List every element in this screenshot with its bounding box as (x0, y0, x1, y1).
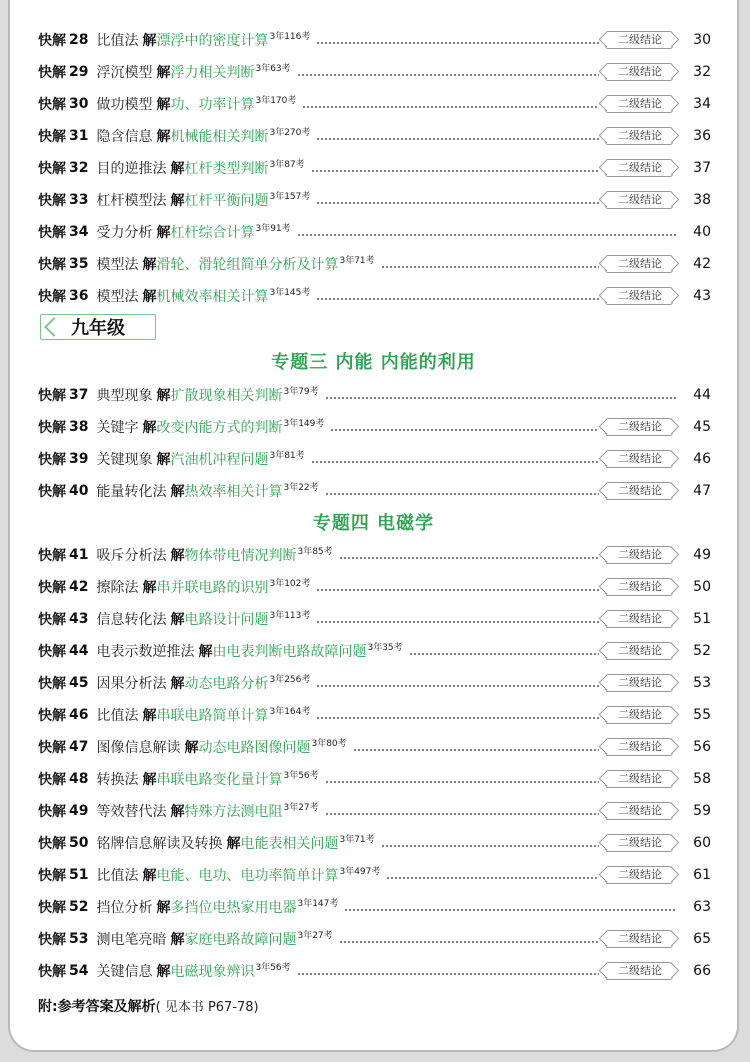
entry-number: 42 (69, 579, 89, 595)
entry-topic: 多挡位电热家用电器 (170, 900, 297, 916)
entry-exam-count: 3年80考 (311, 739, 347, 749)
toc-entry[interactable] (38, 895, 711, 919)
dot-leader (316, 138, 599, 140)
dot-leader (311, 170, 599, 172)
dot-leader (381, 266, 599, 268)
toc-entry[interactable] (38, 607, 711, 631)
entry-prefix: 快解 (38, 708, 66, 724)
entry-method: 模型法 (96, 257, 139, 273)
appendix-note: ( 见本书 P67-78) (155, 1000, 259, 1015)
secondary-conclusion-tag: 二级结论 (605, 95, 673, 113)
dot-leader (409, 653, 599, 655)
entry-number: 43 (69, 611, 89, 627)
entry-jie: 解 (156, 964, 171, 980)
entry-jie: 解 (170, 161, 185, 177)
entry-topic: 浮力相关判断 (170, 65, 255, 81)
entry-jie: 解 (170, 932, 185, 948)
entry-exam-count: 3年91考 (255, 224, 291, 234)
toc-entry[interactable] (38, 671, 711, 695)
dot-leader (339, 941, 599, 943)
entry-exam-count: 3年85考 (297, 547, 333, 557)
entry-exam-count: 3年79考 (283, 387, 319, 397)
entry-method: 转换法 (96, 772, 139, 788)
entry-prefix: 快解 (38, 868, 66, 884)
toc-entry[interactable] (38, 124, 711, 148)
secondary-conclusion-tag: 二级结论 (605, 578, 673, 596)
entry-exam-count: 3年102考 (269, 579, 311, 589)
dot-leader (316, 298, 599, 300)
entry-prefix: 快解 (38, 257, 66, 273)
entry-method: 模型法 (96, 289, 139, 305)
entry-number: 52 (69, 899, 89, 915)
secondary-conclusion-tag: 二级结论 (605, 255, 673, 273)
entry-number: 36 (69, 288, 89, 304)
dot-leader (381, 845, 599, 847)
entry-jie: 解 (170, 676, 185, 692)
entry-jie: 解 (170, 193, 185, 209)
entry-page-number: 46 (693, 451, 711, 467)
entry-jie: 解 (142, 580, 157, 596)
entry-exam-count: 3年63考 (255, 64, 291, 74)
entry-exam-count: 3年81考 (269, 451, 305, 461)
entry-prefix: 快解 (38, 804, 66, 820)
entry-page-number: 40 (693, 224, 711, 240)
entry-number: 48 (69, 771, 89, 787)
entry-page-number: 59 (693, 803, 711, 819)
entry-number: 51 (69, 867, 89, 883)
entry-page-number: 50 (693, 579, 711, 595)
dot-leader (316, 589, 599, 591)
dot-leader (325, 781, 599, 783)
entry-prefix: 快解 (38, 644, 66, 660)
entry-topic: 漂浮中的密度计算 (156, 33, 269, 49)
entry-prefix: 快解 (38, 548, 66, 564)
dot-leader (302, 106, 599, 108)
entry-method: 铭牌信息解读及转换 (96, 836, 223, 852)
secondary-conclusion-tag: 二级结论 (605, 191, 673, 209)
entry-exam-count: 3年497考 (339, 867, 381, 877)
entry-prefix: 快解 (38, 484, 66, 500)
dot-leader (316, 42, 599, 44)
entry-page-number: 58 (693, 771, 711, 787)
entry-prefix: 快解 (38, 676, 66, 692)
entry-topic: 电路设计问题 (184, 612, 269, 628)
toc-entry[interactable] (38, 799, 711, 823)
toc-entry[interactable] (38, 863, 711, 887)
entry-exam-count: 3年256考 (269, 675, 311, 685)
dot-leader (330, 429, 599, 431)
secondary-conclusion-tag: 二级结论 (605, 450, 673, 468)
entry-topic: 家庭电路故障问题 (184, 932, 297, 948)
entry-method: 信息转化法 (96, 612, 167, 628)
entry-method: 杠杆模型法 (96, 193, 167, 209)
entry-jie: 解 (142, 420, 157, 436)
entry-prefix: 快解 (38, 580, 66, 596)
entry-jie: 解 (198, 644, 213, 660)
toc-entry[interactable] (38, 252, 711, 276)
entry-method: 等效替代法 (96, 804, 167, 820)
entry-topic: 杠杆类型判断 (184, 161, 269, 177)
entry-exam-count: 3年157考 (269, 192, 311, 202)
entry-number: 45 (69, 675, 89, 691)
entry-exam-count: 3年56考 (283, 771, 319, 781)
entry-topic: 杠杆综合计算 (170, 225, 255, 241)
entry-page-number: 34 (693, 96, 711, 112)
entry-prefix: 快解 (38, 612, 66, 628)
secondary-conclusion-tag: 二级结论 (605, 866, 673, 884)
entry-method: 因果分析法 (96, 676, 167, 692)
entry-prefix: 快解 (38, 836, 66, 852)
section-title: 专题三 内能 内能的利用 (271, 352, 476, 373)
entry-method: 测电笔亮暗 (96, 932, 167, 948)
toc-entry[interactable] (38, 60, 711, 84)
entry-method: 电表示数逆推法 (96, 644, 195, 660)
secondary-conclusion-tag: 二级结论 (605, 159, 673, 177)
appendix-label: 附:参考答案及解析 (38, 999, 156, 1015)
entry-exam-count: 3年71考 (339, 835, 375, 845)
entry-exam-count: 3年149考 (283, 419, 325, 429)
entry-page-number: 63 (693, 899, 711, 915)
entry-prefix: 快解 (38, 900, 66, 916)
entry-method: 做功模型 (96, 97, 153, 113)
toc-entry[interactable] (38, 927, 711, 951)
secondary-conclusion-tag: 二级结论 (605, 706, 673, 724)
toc-entry[interactable] (38, 220, 711, 244)
entry-jie: 解 (184, 740, 199, 756)
secondary-conclusion-tag: 二级结论 (605, 962, 673, 980)
toc-entry[interactable] (38, 831, 711, 855)
entry-jie: 解 (170, 484, 185, 500)
entry-topic: 电能表相关问题 (240, 836, 339, 852)
dot-leader (297, 234, 677, 236)
toc-entry[interactable] (38, 479, 711, 503)
secondary-conclusion-tag: 二级结论 (605, 738, 673, 756)
entry-method: 比值法 (96, 33, 139, 49)
entry-exam-count: 3年147考 (297, 899, 339, 909)
entry-exam-count: 3年145考 (269, 288, 311, 298)
entry-topic: 由电表判断电路故障问题 (212, 644, 367, 660)
entry-topic: 热效率相关计算 (184, 484, 283, 500)
dot-leader (316, 202, 599, 204)
entry-topic: 杠杆平衡问题 (184, 193, 269, 209)
entry-jie: 解 (226, 836, 241, 852)
entry-number: 47 (69, 739, 89, 755)
entry-jie: 解 (156, 900, 171, 916)
entry-exam-count: 3年71考 (339, 256, 375, 266)
entry-method: 受力分析 (96, 225, 153, 241)
dot-leader (325, 813, 599, 815)
entry-jie: 解 (156, 388, 171, 404)
entry-number: 30 (69, 96, 89, 112)
entry-number: 33 (69, 192, 89, 208)
entry-exam-count: 3年27考 (297, 931, 333, 941)
toc-entry[interactable] (38, 543, 711, 567)
section-title: 专题四 电磁学 (312, 513, 435, 534)
entry-topic: 机械效率相关计算 (156, 289, 269, 305)
entry-page-number: 66 (693, 963, 711, 979)
entry-topic: 串并联电路的识别 (156, 580, 269, 596)
entry-topic: 电磁现象辨识 (170, 964, 255, 980)
entry-page-number: 47 (693, 483, 711, 499)
entry-method: 关键字 (96, 420, 139, 436)
toc-entry[interactable] (38, 284, 711, 308)
entry-prefix: 快解 (38, 161, 66, 177)
entry-number: 44 (69, 643, 89, 659)
entry-exam-count: 3年27考 (283, 803, 319, 813)
secondary-conclusion-tag: 二级结论 (605, 418, 673, 436)
entry-prefix: 快解 (38, 452, 66, 468)
secondary-conclusion-tag: 二级结论 (605, 482, 673, 500)
toc-entry[interactable] (38, 703, 711, 727)
entry-page-number: 45 (693, 419, 711, 435)
toc-entry[interactable] (38, 92, 711, 116)
secondary-conclusion-tag: 二级结论 (605, 802, 673, 820)
dot-leader (316, 685, 599, 687)
entry-topic: 物体带电情况判断 (184, 548, 297, 564)
entry-jie: 解 (142, 772, 157, 788)
entry-jie: 解 (142, 33, 157, 49)
entry-prefix: 快解 (38, 225, 66, 241)
entry-number: 32 (69, 160, 89, 176)
entry-jie: 解 (156, 97, 171, 113)
dot-leader (297, 74, 599, 76)
entry-page-number: 61 (693, 867, 711, 883)
dot-leader (325, 397, 677, 399)
entry-method: 能量转化法 (96, 484, 167, 500)
entry-page-number: 49 (693, 547, 711, 563)
dot-leader (325, 493, 599, 495)
entry-page-number: 65 (693, 931, 711, 947)
entry-jie: 解 (156, 452, 171, 468)
entry-number: 38 (69, 419, 89, 435)
entry-number: 49 (69, 803, 89, 819)
toc-entry[interactable] (38, 28, 711, 52)
dot-leader (297, 973, 599, 975)
toc-entry[interactable] (38, 415, 711, 439)
chevron-left-icon (44, 317, 64, 337)
entry-page-number: 53 (693, 675, 711, 691)
entry-prefix: 快解 (38, 772, 66, 788)
dot-leader (316, 717, 599, 719)
entry-exam-count: 3年116考 (269, 32, 311, 42)
dot-leader (339, 557, 599, 559)
secondary-conclusion-tag: 二级结论 (605, 930, 673, 948)
entry-number: 29 (69, 64, 89, 80)
entry-number: 31 (69, 128, 89, 144)
entry-number: 34 (69, 224, 89, 240)
entry-page-number: 51 (693, 611, 711, 627)
entry-method: 隐含信息 (96, 129, 153, 145)
entry-method: 典型现象 (96, 388, 153, 404)
entry-jie: 解 (170, 548, 185, 564)
entry-prefix: 快解 (38, 388, 66, 404)
entry-page-number: 36 (693, 128, 711, 144)
entry-prefix: 快解 (38, 97, 66, 113)
secondary-conclusion-tag: 二级结论 (605, 674, 673, 692)
secondary-conclusion-tag: 二级结论 (605, 834, 673, 852)
entry-method: 关键信息 (96, 964, 153, 980)
entry-method: 挡位分析 (96, 900, 153, 916)
entry-page-number: 30 (693, 32, 711, 48)
entry-page-number: 56 (693, 739, 711, 755)
entry-prefix: 快解 (38, 932, 66, 948)
entry-method: 擦除法 (96, 580, 139, 596)
dot-leader (311, 461, 599, 463)
secondary-conclusion-tag: 二级结论 (605, 127, 673, 145)
entry-topic: 汽油机冲程问题 (170, 452, 269, 468)
entry-jie: 解 (156, 129, 171, 145)
entry-number: 46 (69, 707, 89, 723)
toc-page (8, 0, 739, 1052)
entry-prefix: 快解 (38, 289, 66, 305)
toc-entry[interactable] (38, 959, 711, 983)
secondary-conclusion-tag: 二级结论 (605, 642, 673, 660)
entry-page-number: 52 (693, 643, 711, 659)
entry-method: 比值法 (96, 708, 139, 724)
entry-method: 目的逆推法 (96, 161, 167, 177)
entry-exam-count: 3年56考 (255, 963, 291, 973)
entry-number: 54 (69, 963, 89, 979)
entry-topic: 滑轮、滑轮组简单分析及计算 (156, 257, 339, 273)
toc-entry[interactable] (38, 156, 711, 180)
entry-topic: 机械能相关判断 (170, 129, 269, 145)
entry-page-number: 38 (693, 192, 711, 208)
entry-number: 39 (69, 451, 89, 467)
grade-banner (40, 314, 156, 340)
toc-entry[interactable] (38, 188, 711, 212)
entry-jie: 解 (156, 65, 171, 81)
entry-prefix: 快解 (38, 33, 66, 49)
entry-jie: 解 (142, 868, 157, 884)
entry-jie: 解 (142, 289, 157, 305)
entry-method: 关键现象 (96, 452, 153, 468)
entry-method: 图像信息解读 (96, 740, 181, 756)
entry-exam-count: 3年35考 (367, 643, 403, 653)
entry-exam-count: 3年87考 (269, 160, 305, 170)
entry-exam-count: 3年164考 (269, 707, 311, 717)
entry-exam-count: 3年270考 (269, 128, 311, 138)
entry-prefix: 快解 (38, 129, 66, 145)
entry-prefix: 快解 (38, 420, 66, 436)
secondary-conclusion-tag: 二级结论 (605, 546, 673, 564)
entry-exam-count: 3年170考 (255, 96, 297, 106)
toc-entry[interactable] (38, 735, 711, 759)
entry-number: 40 (69, 483, 89, 499)
entry-page-number: 43 (693, 288, 711, 304)
entry-exam-count: 3年113考 (269, 611, 311, 621)
dot-leader (344, 909, 677, 911)
entry-prefix: 快解 (38, 964, 66, 980)
entry-topic: 改变内能方式的判断 (156, 420, 283, 436)
entry-number: 53 (69, 931, 89, 947)
dot-leader (316, 621, 599, 623)
secondary-conclusion-tag: 二级结论 (605, 31, 673, 49)
entry-number: 37 (69, 387, 89, 403)
secondary-conclusion-tag: 二级结论 (605, 287, 673, 305)
dot-leader (386, 877, 599, 879)
entry-topic: 动态电路分析 (184, 676, 269, 692)
entry-page-number: 32 (693, 64, 711, 80)
entry-jie: 解 (142, 708, 157, 724)
toc-entry[interactable] (38, 767, 711, 791)
entry-page-number: 55 (693, 707, 711, 723)
secondary-conclusion-tag: 二级结论 (605, 610, 673, 628)
dot-leader (353, 749, 599, 751)
entry-method: 比值法 (96, 868, 139, 884)
entry-method: 吸斥分析法 (96, 548, 167, 564)
entry-method: 浮沉模型 (96, 65, 153, 81)
entry-topic: 特殊方法测电阻 (184, 804, 283, 820)
toc-entry[interactable] (38, 639, 711, 663)
entry-number: 50 (69, 835, 89, 851)
entry-page-number: 42 (693, 256, 711, 272)
entry-number: 41 (69, 547, 89, 563)
toc-entry[interactable] (38, 383, 711, 407)
entry-number: 28 (69, 32, 89, 48)
entry-topic: 电能、电功、电功率简单计算 (156, 868, 339, 884)
toc-entry[interactable] (38, 575, 711, 599)
entry-exam-count: 3年22考 (283, 483, 319, 493)
entry-jie: 解 (156, 225, 171, 241)
entry-topic: 扩散现象相关判断 (170, 388, 283, 404)
entry-jie: 解 (142, 257, 157, 273)
entry-jie: 解 (170, 612, 185, 628)
entry-number: 35 (69, 256, 89, 272)
entry-jie: 解 (170, 804, 185, 820)
entry-topic: 动态电路图像问题 (198, 740, 311, 756)
grade-label: 九年级 (71, 318, 125, 339)
entry-topic: 串联电路简单计算 (156, 708, 269, 724)
entry-page-number: 44 (693, 387, 711, 403)
toc-entry[interactable] (38, 447, 711, 471)
entry-prefix: 快解 (38, 740, 66, 756)
entry-topic: 串联电路变化量计算 (156, 772, 283, 788)
entry-page-number: 60 (693, 835, 711, 851)
secondary-conclusion-tag: 二级结论 (605, 63, 673, 81)
appendix-line (38, 996, 259, 1016)
entry-topic: 功、功率计算 (170, 97, 255, 113)
secondary-conclusion-tag: 二级结论 (605, 770, 673, 788)
entry-page-number: 37 (693, 160, 711, 176)
entry-prefix: 快解 (38, 193, 66, 209)
entry-prefix: 快解 (38, 65, 66, 81)
